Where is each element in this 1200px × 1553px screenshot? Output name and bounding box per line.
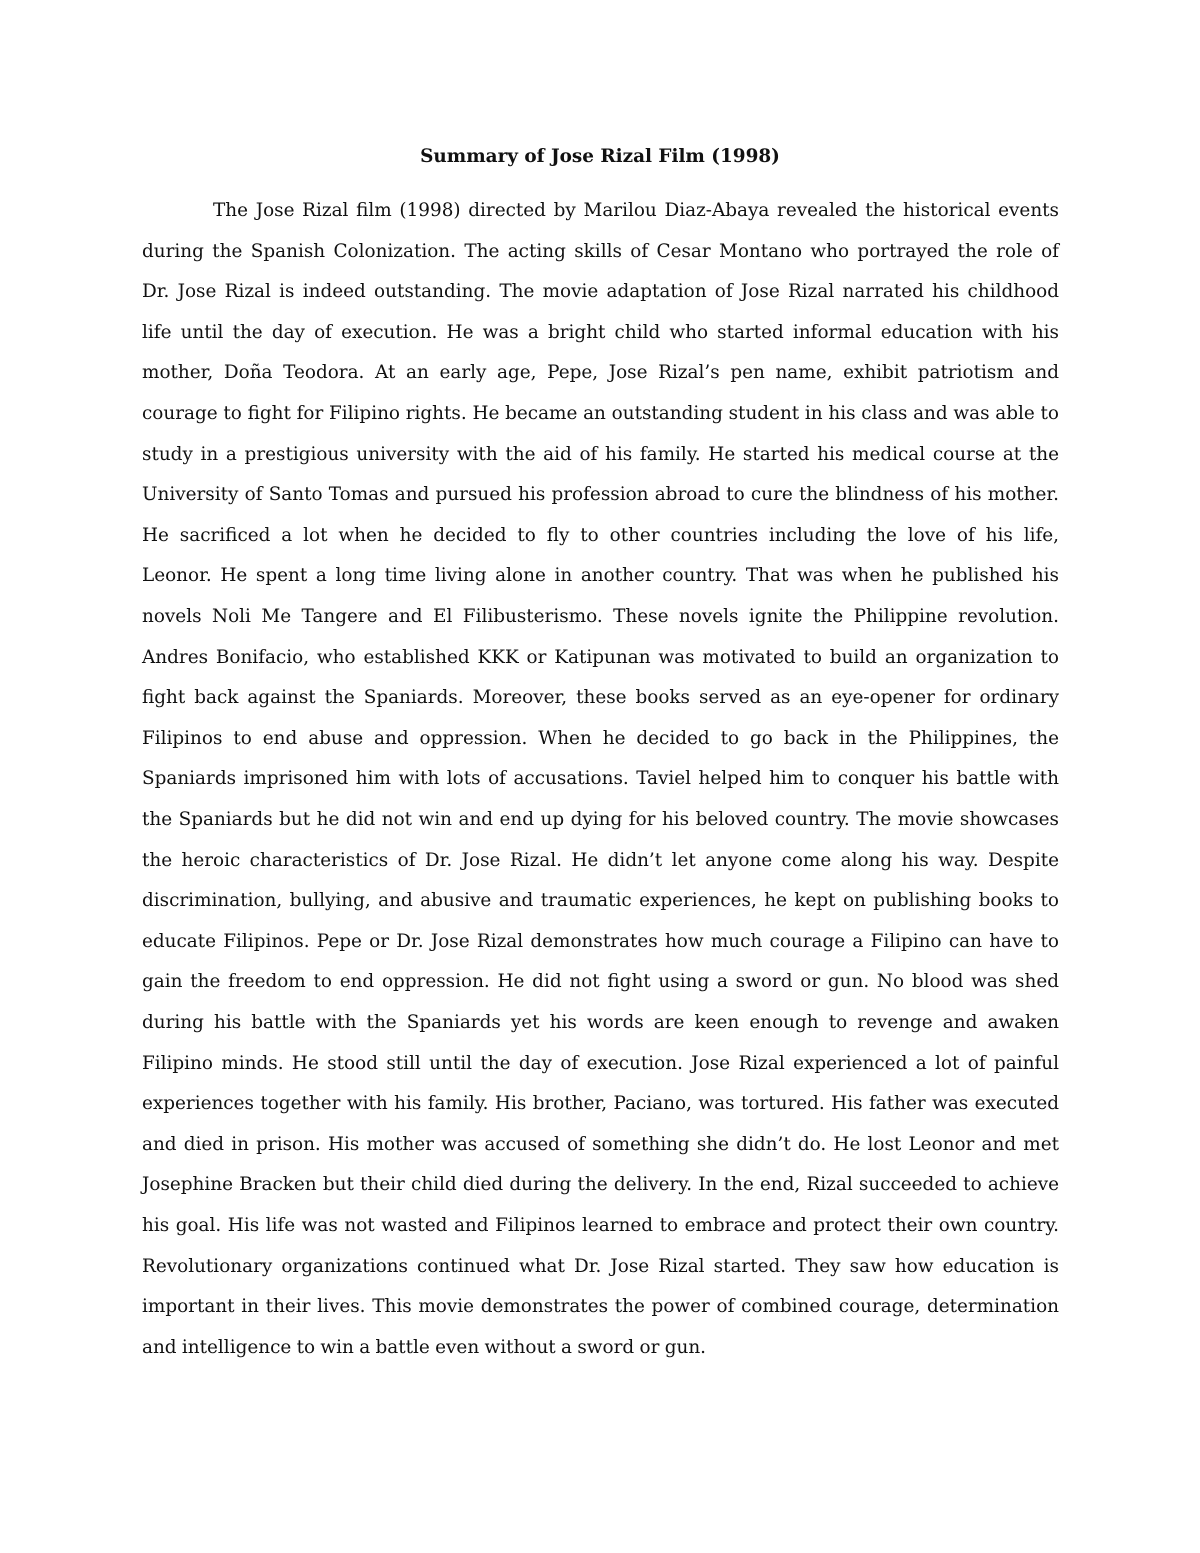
paragraph-line: and died in prison. His mother was accused of something she didn’t do. He lost Leonor and met	[142, 1133, 1059, 1155]
paragraph-line: the heroic characteristics of Dr. Jose Rizal. He didn’t let anyone come along his way. Despite	[142, 849, 1059, 871]
paragraph-line: Filipino minds. He stood still until the day of execution. Jose Rizal experienced a lot of painful	[142, 1052, 1059, 1074]
paragraph-line: He sacrificed a lot when he decided to fly to other countries including the love of his life,	[142, 524, 1059, 546]
paragraph-line: gain the freedom to end oppression. He did not fight using a sword or gun. No blood was shed	[142, 971, 1059, 993]
paragraph-line: fight back against the Spaniards. Moreover, these books served as an eye-opener for ordinary	[142, 687, 1059, 709]
paragraph-line: during his battle with the Spaniards yet his words are keen enough to revenge and awaken	[142, 1012, 1059, 1033]
paragraph-line: The Jose Rizal film (1998) directed by Marilou Diaz-Abaya revealed the historical events	[213, 200, 1059, 221]
paragraph-line: novels Noli Me Tangere and El Filibusterismo. These novels ignite the Philippine revolution.	[142, 606, 1059, 627]
paragraph-line: life until the day of execution. He was a bright child who started informal education with his	[142, 321, 1059, 343]
paragraph-line: courage to fight for Filipino rights. He became an outstanding student in his class and was able to	[142, 403, 1059, 424]
paragraph-line: Dr. Jose Rizal is indeed outstanding. The movie adaptation of Jose Rizal narrated his childhood	[142, 281, 1059, 303]
paragraph-line: mother, Doña Teodora. At an early age, Pepe, Jose Rizal’s pen name, exhibit patriotism and	[142, 362, 1059, 384]
paragraph-line: Filipinos to end abuse and oppression. When he decided to go back in the Philippines, the	[142, 727, 1059, 749]
paragraph-line: the Spaniards but he did not win and end up dying for his beloved country. The movie showcases	[142, 809, 1059, 830]
paragraph-line: Revolutionary organizations continued what Dr. Jose Rizal started. They saw how education is	[142, 1255, 1059, 1277]
document-title: Summary of Jose Rizal Film (1998)	[420, 146, 780, 167]
paragraph-line: University of Santo Tomas and pursued his profession abroad to cure the blindness of his mother.	[142, 484, 1059, 506]
paragraph-line: and intelligence to win a battle even without a sword or gun.	[142, 1336, 707, 1358]
paragraph-line: Andres Bonifacio, who established KKK or Katipunan was motivated to build an organization to	[142, 646, 1059, 668]
paragraph-line: important in their lives. This movie demonstrates the power of combined courage, determination	[142, 1296, 1059, 1318]
paragraph-line: study in a prestigious university with the aid of his family. He started his medical course at the	[142, 443, 1059, 465]
paragraph-line: Spaniards imprisoned him with lots of accusations. Taviel helped him to conquer his battle with	[142, 768, 1059, 790]
paragraph-line: during the Spanish Colonization. The acting skills of Cesar Montano who portrayed the role of	[142, 240, 1059, 262]
paragraph-line: experiences together with his family. His brother, Paciano, was tortured. His father was executed	[142, 1093, 1059, 1115]
paragraph-line: discrimination, bullying, and abusive and traumatic experiences, he kept on publishing books to	[142, 890, 1059, 912]
paragraph-line: his goal. His life was not wasted and Filipinos learned to embrace and protect their own country.	[142, 1215, 1059, 1236]
paragraph-line: Josephine Bracken but their child died during the delivery. In the end, Rizal succeeded to achieve	[142, 1174, 1059, 1196]
paragraph-line: Leonor. He spent a long time living alone in another country. That was when he published his	[142, 565, 1059, 587]
paragraph-line: educate Filipinos. Pepe or Dr. Jose Rizal demonstrates how much courage a Filipino can have to	[142, 930, 1059, 952]
